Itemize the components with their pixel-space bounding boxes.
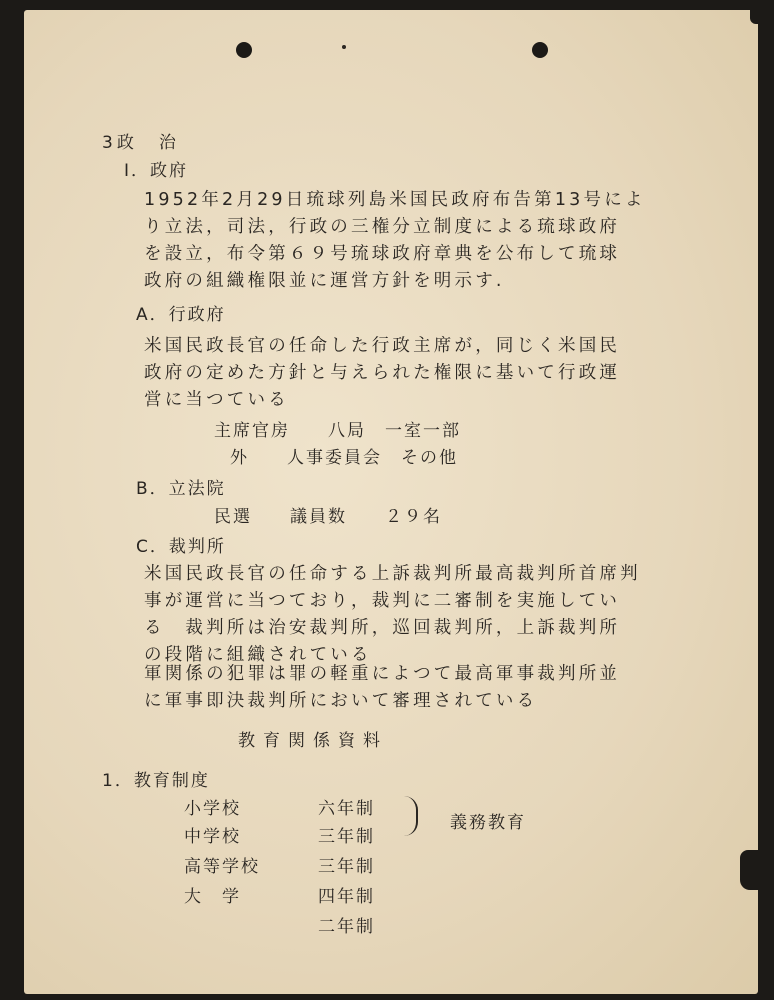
- government-paragraph-line: を設立，布令第６９号琉球政府章典を公布して琉球: [144, 244, 621, 264]
- judiciary-paragraph-line: る 裁判所は治安裁判所，巡回裁判所，上訴裁判所: [144, 618, 621, 638]
- binder-hole-left: [236, 42, 252, 58]
- government-paragraph-line: り立法，司法，行政の三権分立制度による琉球政府: [144, 217, 621, 237]
- compulsory-education-label: 義務教育: [450, 813, 526, 833]
- judiciary-paragraph-line: 米国民政長官の任命する上訴裁判所最高裁判所首席判: [144, 564, 641, 584]
- school-years: 三年制: [318, 827, 375, 847]
- executive-paragraph-line: 営に当つている: [144, 390, 289, 410]
- judiciary-heading: C．裁判所: [136, 537, 226, 557]
- government-paragraph-line: 1952年2月29日琉球列島米国民政府布告第13号によ: [144, 190, 646, 210]
- compulsory-brace: [402, 796, 418, 836]
- government-heading: I．政府: [124, 161, 189, 181]
- school-years: 二年制: [318, 917, 375, 937]
- government-paragraph-line: 政府の組織権限並に運営方針を明示す.: [144, 271, 505, 291]
- school-years: 六年制: [318, 799, 375, 819]
- judiciary-paragraph-line: 事が運営に当つており，裁判に二審制を実施してい: [144, 591, 621, 611]
- torn-edge: [750, 10, 758, 24]
- judiciary-paragraph-line: 軍関係の犯罪は罪の軽重によつて最高軍事裁判所並: [144, 664, 621, 684]
- document-page: [24, 10, 758, 994]
- executive-heading: A．行政府: [136, 305, 226, 325]
- executive-paragraph-line: 米国民政長官の任命した行政主席が，同じく米国民: [144, 336, 621, 356]
- education-system-heading: 1．教育制度: [102, 771, 210, 791]
- paper-mark: [342, 45, 346, 49]
- torn-edge: [740, 850, 758, 890]
- legislature-members: 民選 議員数 ２９名: [214, 507, 442, 527]
- executive-org-line: 外 人事委員会 その他: [230, 448, 458, 468]
- education-title: 教育関係資料: [238, 731, 388, 751]
- school-name: 高等学校: [184, 857, 260, 877]
- school-years: 四年制: [318, 887, 375, 907]
- judiciary-paragraph-line: の段階に組織されている: [144, 645, 372, 665]
- school-name: 中学校: [184, 827, 241, 847]
- judiciary-paragraph-line: に軍事即決裁判所において審理されている: [144, 691, 538, 711]
- school-name: 小学校: [184, 799, 241, 819]
- binder-hole-right: [532, 42, 548, 58]
- section-title: 3政 治: [102, 133, 180, 153]
- executive-org-line: 主席官房 八局 一室一部: [214, 421, 461, 441]
- executive-paragraph-line: 政府の定めた方針と与えられた権限に基いて行政運: [144, 363, 621, 383]
- school-years: 三年制: [318, 857, 375, 877]
- school-name: 大 学: [184, 887, 241, 907]
- legislature-heading: B．立法院: [136, 479, 226, 499]
